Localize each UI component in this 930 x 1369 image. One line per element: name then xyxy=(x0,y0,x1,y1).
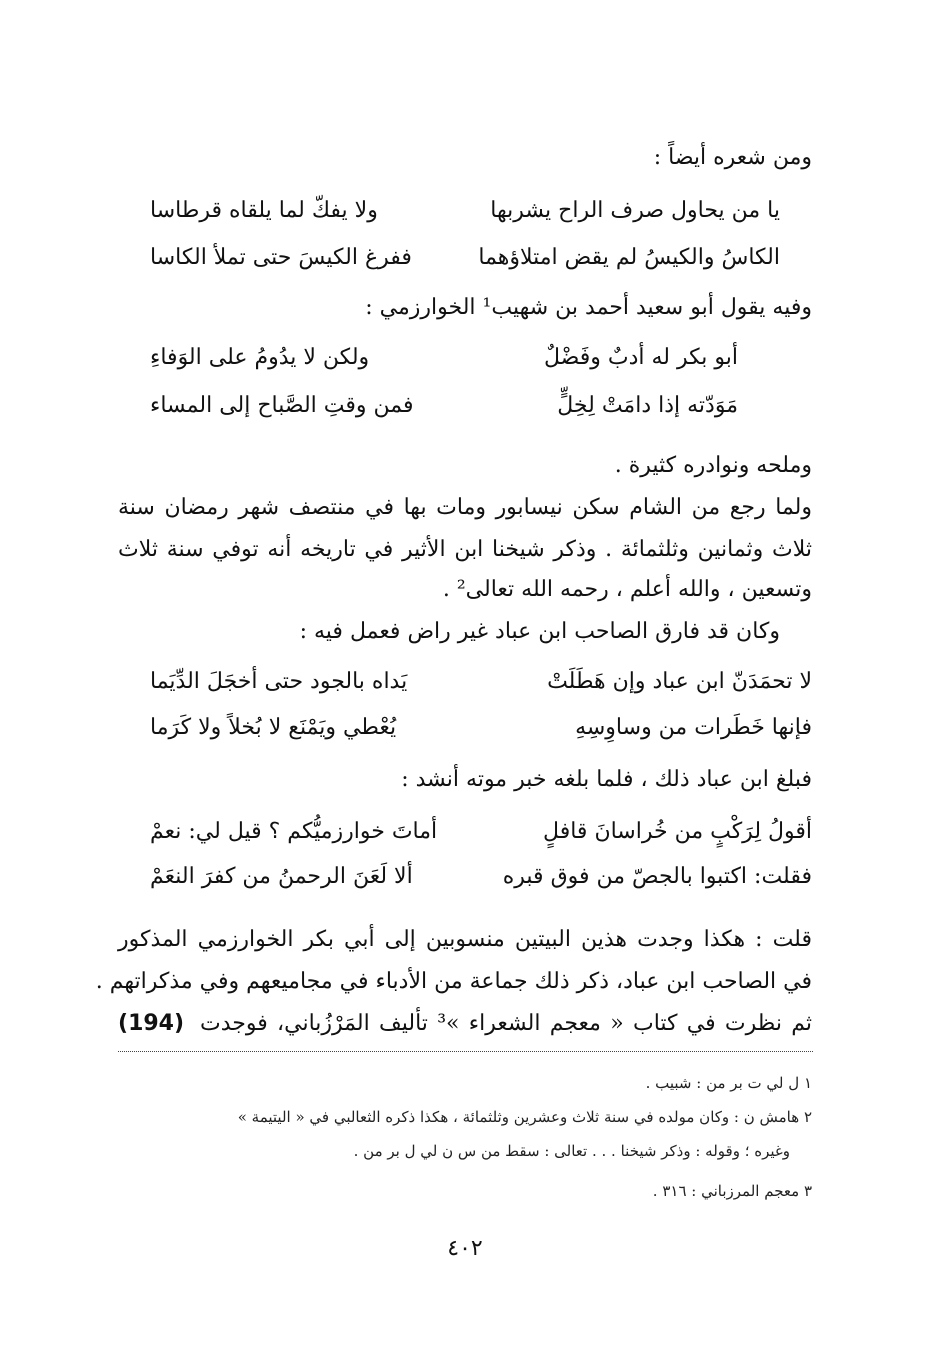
verse-hemistich: فمن وقتِ الصَّباح إلى المساء xyxy=(150,393,414,418)
verse-hemistich: أقولُ لِرَكْبٍ من خُراسانَ قافلٍ xyxy=(543,819,812,844)
verse-hemistich: الكاسُ والكيسُ لم يقض امتلاؤهما xyxy=(478,245,780,270)
text-line: وكان قد فارق الصاحب ابن عباد غير راض فعمل فيه : xyxy=(299,619,780,644)
footnote-divider xyxy=(118,1051,813,1052)
verse-hemistich: فإنها خَطَرات من وساوِسِهِ xyxy=(575,715,812,740)
text-line: ولما رجع من الشام سكن نيسابور ومات بها في منتصف شهر رمضان سنة xyxy=(118,495,812,520)
verse-hemistich: أبو بكر له أدبٌ وفَضْلٌ xyxy=(544,345,738,370)
footnote: ٢ هامش ن : وكان مولده في سنة ثلاث وعشرين وثلثمائة ، هكذا ذكره الثعالبي في « اليتيمة » xyxy=(237,1108,812,1126)
text-line: وتسعين ، والله أعلم ، رحمه الله تعالى² . xyxy=(442,577,812,602)
intro-line-1: ومن شعره أيضاً : xyxy=(653,145,812,170)
verse-hemistich: يَداه بالجود حتى أخجَلَ الدِّيَما xyxy=(150,669,408,694)
footnote: ٣ معجم المرزباني : ٣١٦ . xyxy=(652,1182,812,1200)
page-reference: (194) xyxy=(118,1011,185,1036)
verse-hemistich: ولكن لا يدُومُ على الوَفاءِ xyxy=(150,345,370,370)
intro-line-2: وفيه يقول أبو سعيد أحمد بن شهيب¹ الخوارزمي : xyxy=(365,295,812,320)
footnote: ١ ل لي ت بر من : شبيب . xyxy=(645,1074,812,1092)
text-line: ثم نظرت في كتاب « معجم الشعراء »³ تأليف المَرْزُباني، فوجدت xyxy=(200,1011,812,1036)
verse-hemistich: ففرغ الكيسَ حتى تملأ الكاسا xyxy=(150,245,412,270)
intro-line-3: فبلغ ابن عباد ذلك ، فلما بلغه خبر موته أنشد : xyxy=(401,767,812,792)
verse-hemistich: مَوَدّته إذا دامَتْ لِخِلٍّ xyxy=(557,393,738,418)
text-line: وملحه ونوادره كثيرة . xyxy=(614,453,812,478)
verse-hemistich: ألا لَعَنَ الرحمنُ من كفرَ النعَمْ xyxy=(150,864,413,889)
verse-hemistich: يا من يحاول صرف الراح يشربها xyxy=(490,198,780,223)
verse-hemistich: ولا يفكّ لما يلقاه قرطاسا xyxy=(150,198,378,223)
page-number: ٤٠٢ xyxy=(447,1236,483,1261)
verse-hemistich: أماتَ خوارزميُّكم ؟ قيل لي: نعمْ xyxy=(150,819,438,844)
verse-hemistich: لا تحمَدَنّ ابن عباد وإن هَطَلَتْ xyxy=(547,669,812,694)
text-line: في الصاحب ابن عباد، ذكر ذلك جماعة من الأدباء في مجاميعهم وفي مذكراتهم . xyxy=(95,969,812,994)
verse-hemistich: يُعْطي ويَمْنَع لا بُخلاً ولا كَرَما xyxy=(150,715,397,740)
footnote: وغيره ؛ وقوله : وذكر شيخنا . . . تعالى : سقط من س ن لي ل بر من . xyxy=(353,1142,790,1160)
text-line: قلت : هكذا وجدت هذين البيتين منسوبين إلى أبي بكر الخوارزمي المذكور xyxy=(118,927,812,952)
verse-hemistich: فقلت: اكتبوا بالجصّ من فوق قبره xyxy=(502,864,812,889)
text-line: ثلاث وثمانين وثلثمائة . وذكر شيخنا ابن الأثير في تاريخه أنه توفي سنة ثلاث xyxy=(118,537,812,562)
